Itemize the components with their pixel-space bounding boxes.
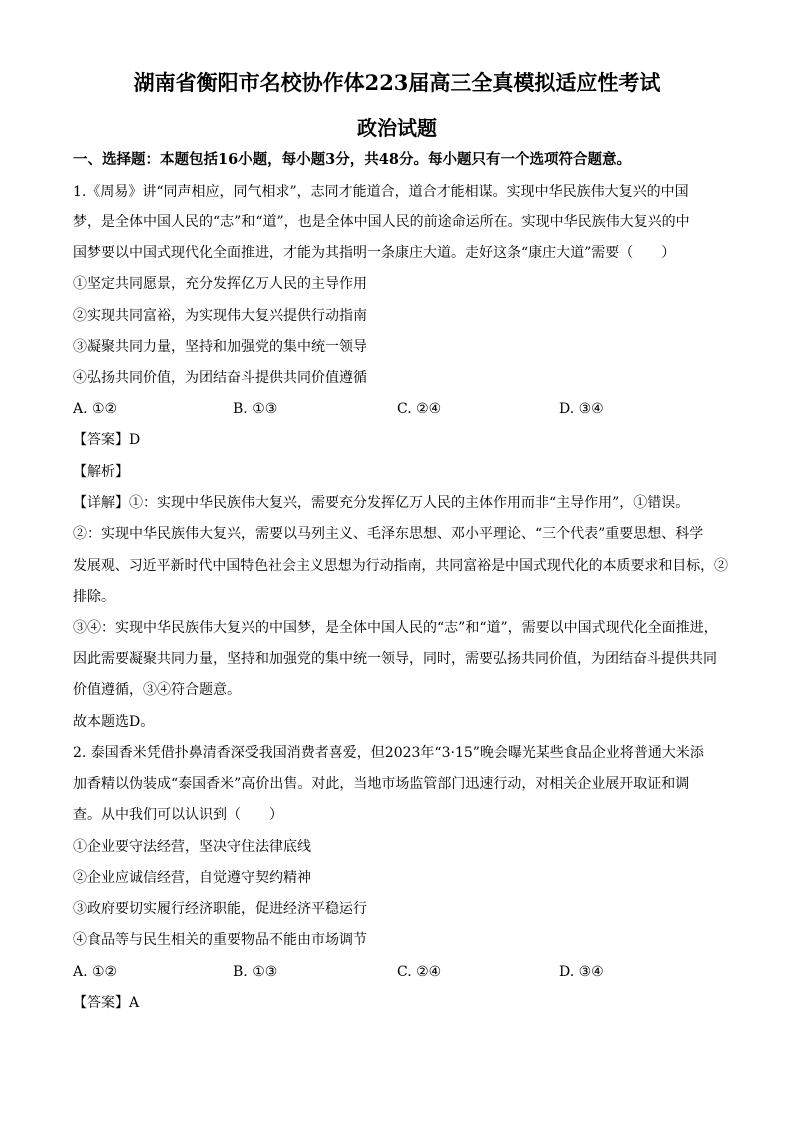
- q1-statement: ①坚定共同愿景，充分发挥亿万人民的主导作用: [73, 276, 367, 292]
- q2-statement: ④食品等与民生相关的重要物品不能由市场调节: [73, 932, 367, 948]
- q2-stem-line: 查。从中我们可以认识到（ ）: [73, 807, 283, 823]
- q2-answer: 【答案】A: [73, 995, 140, 1011]
- q1-answer: 【答案】D: [73, 432, 141, 448]
- q1-option-a: A. ①②: [73, 401, 118, 417]
- q1-statement: ②实现共同富裕，为实现伟大复兴提供行动指南: [73, 308, 367, 324]
- q2-stem-line: 加香精以伪装成“泰国香米”高价出售。对此，当地市场监管部门迅速行动，对相关企业展开取证和调: [73, 776, 690, 792]
- section-heading: 一、选择题：本题包括16小题，每小题3分，共48分。每小题只有一个选项符合题意。: [73, 151, 631, 168]
- q2-statement: ①企业要守法经营，坚决守住法律底线: [73, 839, 311, 855]
- q1-statement: ③凝聚共同力量，坚持和加强党的集中统一领导: [73, 339, 367, 355]
- q1-analysis-line: ③④：实现中华民族伟大复兴的中国梦，是全体中国人民的“志”和“道”，需要以中国式现代化全面推进，: [73, 620, 718, 636]
- q1-analysis-line: 故本题选D。: [73, 714, 155, 730]
- q1-analysis-line: 【详解】①：实现中华民族伟大复兴，需要充分发挥亿万人民的主体作用而非“主导作用”，①错误。: [73, 495, 690, 511]
- q1-analysis-line: 发展观、习近平新时代中国特色社会主义思想为行动指南，共同富裕是中国式现代化的本质要求和目标，②: [73, 558, 728, 574]
- q2-statement: ③政府要切实履行经济职能，促进经济平稳运行: [73, 901, 367, 917]
- q1-option-c: C. ②④: [397, 401, 442, 417]
- document-subtitle: 政治试题: [357, 116, 437, 140]
- q1-analysis-label: 【解析】: [73, 464, 129, 480]
- q1-statement: ④弘扬共同价值，为团结奋斗提供共同价值遵循: [73, 370, 367, 386]
- q1-options: [73, 399, 733, 419]
- q1-option-b: B. ①③: [233, 401, 278, 417]
- q1-stem-line: 梦，是全体中国人民的“志”和“道”，也是全体中国人民的前途命运所在。实现中华民族伟大复兴的中: [73, 214, 690, 230]
- q2-stem-line: 2. 泰国香米凭借扑鼻清香深受我国消费者喜爱，但2023年“3·15”晚会曝光某些食品企业将普通大米添: [73, 745, 704, 761]
- q2-option-b: B. ①③: [233, 964, 278, 980]
- q1-stem-line: 国梦要以中国式现代化全面推进，才能为其指明一条康庄大道。走好这条“康庄大道”需要（ ）: [73, 245, 676, 261]
- q1-analysis-line: 价值遵循，③④符合题意。: [73, 682, 241, 698]
- q2-option-a: A. ①②: [73, 964, 118, 980]
- q1-analysis-line: 因此需要凝聚共同力量，坚持和加强党的集中统一领导，同时，需要弘扬共同价值，为团结奋斗提供共同: [73, 651, 717, 667]
- q2-option-d: D. ③④: [559, 964, 604, 980]
- q2-statement: ②企业应诚信经营，自觉遵守契约精神: [73, 870, 311, 886]
- document-title: 湖南省衡阳市名校协作体223届高三全真模拟适应性考试: [133, 70, 661, 95]
- q2-options: [73, 962, 733, 982]
- q1-option-d: D. ③④: [559, 401, 604, 417]
- q1-analysis-line: 排除。: [73, 589, 115, 605]
- q2-option-c: C. ②④: [397, 964, 442, 980]
- q1-analysis-line: ②：实现中华民族伟大复兴，需要以马列主义、毛泽东思想、邓小平理论、“三个代表”重要思想、科学: [73, 526, 704, 542]
- q1-stem-line: 1.《周易》讲“同声相应，同气相求”，志同才能道合，道合才能相谋。实现中华民族伟大复兴的中国: [73, 184, 689, 200]
